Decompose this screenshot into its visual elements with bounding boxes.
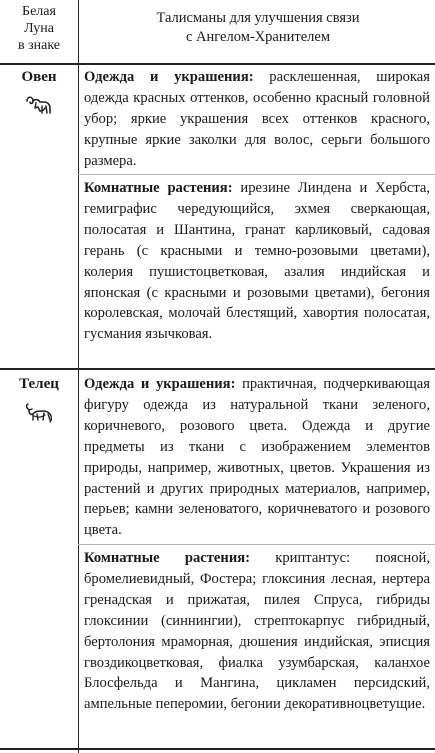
ram-icon: [24, 94, 54, 120]
section-separator: [78, 544, 435, 545]
header-talisman-column: [84, 9, 432, 47]
sign-cell-taurus: [0, 375, 78, 427]
plants-text: ирезине Линдена и Хербста, гемиграфис чередующийся, эхмея сверкающая, полосатая и Шантина, гранат карликовый, садовая герань (с красными и темно-розовыми цветами), колерия пушистоцветковая, азалия индийская и японская (с красными и розовыми цветами), бегония королевская, молочай блестящий, хавортия полосатая, гусмания язычковая.: [84, 180, 430, 343]
aries-clothes: [84, 67, 430, 172]
clothes-label: Одежда и украшения:: [84, 376, 236, 392]
header-sign-column: [4, 3, 74, 54]
plants-label: Комнатные растения:: [84, 550, 250, 566]
header-col2-line: с Ангелом-Хранителем: [186, 29, 330, 45]
header-col1-line: Белая: [22, 4, 56, 19]
header-col1-line: Луна: [24, 21, 54, 36]
sign-name: Овен: [21, 69, 57, 85]
bull-icon: [24, 401, 54, 427]
clothes-text: расклешенная, широкая одежда красных оттенков, особенно красный головной убор; яркие украшения всех оттенков красного, крупные яркие заколки для волос, серьги большого размера.: [84, 69, 430, 169]
plants-text: криптантус: поясной, бромелиевидный, Фостера; глоксиния лесная, нертера гренадская и прижатая, пилея Спруса, гибриды глоксинии (синнингии), стрептокарпус гибридный, бертолония мраморная, дюшения индийская, эписция гвоздикоцветковая, фиалка узумбарская, каланхое Блосфельда и Мангина, цикламен персидский, ампельные пеперомии, бегонии декоративноцветущие.: [84, 550, 430, 713]
clothes-label: Одежда и украшения:: [84, 69, 254, 85]
clothes-text: практичная, подчеркивающая фигуру одежда из натуральной ткани зеленого, коричневого, розового цвета. Одежда и другие предметы из ткани с изображением элементов природы, например, животных, цветов. Украшения из растений и других природных материалов, например, перьев; камни зеленоватого, коричневатого и розового цвета.: [84, 376, 430, 539]
aries-plants: [84, 178, 430, 345]
row-rule: [0, 368, 435, 370]
sign-cell-aries: [0, 68, 78, 120]
header-col2-line: Талисманы для улучшения связи: [156, 10, 360, 26]
header-col1-line: в знаке: [17, 38, 60, 53]
table-header: [0, 0, 435, 64]
bottom-rule: [0, 748, 435, 750]
section-separator: [78, 174, 435, 175]
sign-name: Телец: [19, 376, 59, 392]
taurus-plants: [84, 548, 430, 715]
plants-label: Комнатные растения:: [84, 180, 233, 196]
column-divider: [78, 0, 79, 753]
header-rule: [0, 63, 435, 65]
taurus-clothes: [84, 374, 430, 541]
